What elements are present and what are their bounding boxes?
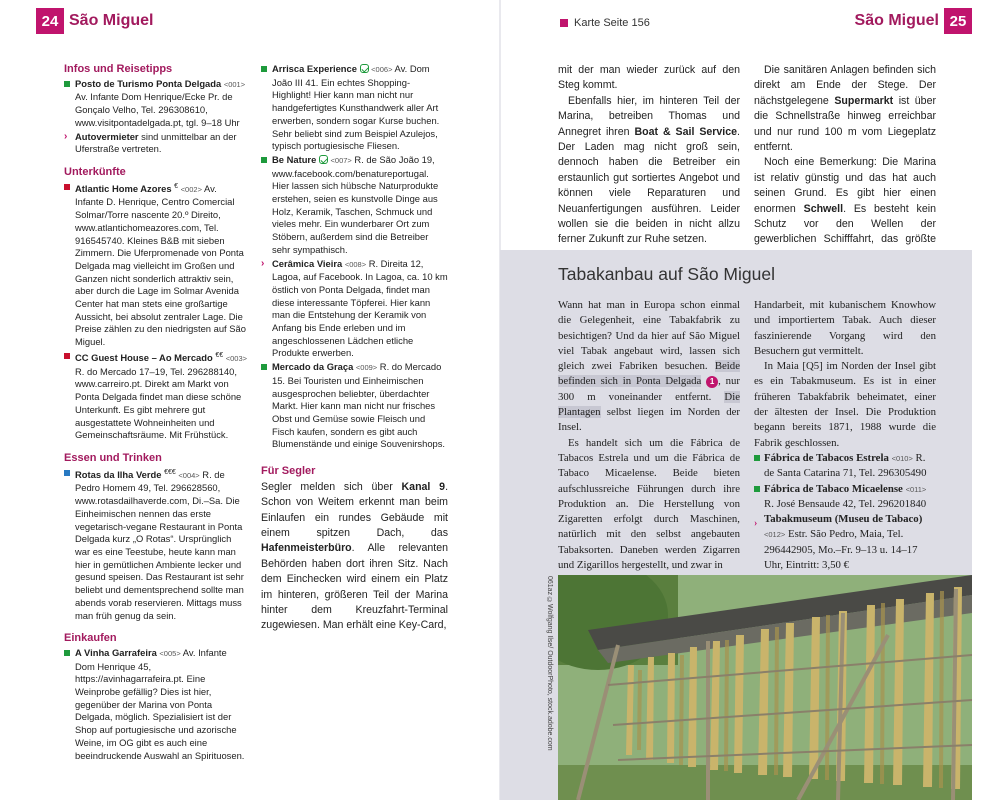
map-square-icon (560, 19, 568, 27)
photo-illustration (558, 575, 972, 800)
entry-lodging (64, 350, 247, 442)
location-circle-icon: 1 (706, 376, 718, 388)
entry-text: R. do Mercado 17–19, Tel. 296288140, www.carreiro.pt. Direkt am Markt von Ponta Delgada findet man diese schöne Unterkunft. Es gibt mehrere gut ausgestattete Wohneinheiten und Gemeinschaftsräume. Mit Frühstück. (75, 365, 242, 441)
entry-name: Fábrica de Tabacos Estrela (764, 451, 889, 464)
text-run: . Schon von Weitem erkennt man beim Einlaufen ein rundes Gebäude mit einem spitzen Dach, das (261, 480, 449, 540)
entry-number: <005> (159, 648, 181, 658)
entry-text: R. Direita 12, Lagoa, auf Facebook. In Lagoa, ca. 10 km östlich von Ponta Delgada, findet man diese interessante Töpferei. Hier kann man die Entstehung der Keramik von Anfang bis Ende erleben und im angeschlossenen Lädchen etliche Produkte erwerben. (272, 257, 448, 359)
entry-name: Autovermieter (75, 130, 139, 142)
highlighted-text: Beide befinden sich in Ponta Delgada (558, 360, 740, 388)
entry-name: Posto de Turismo Ponta Delgada (75, 77, 222, 89)
entry-car-rental (64, 131, 247, 156)
bold-term: Boat & Sail Service (634, 125, 738, 138)
right-column-1 (558, 63, 740, 248)
entry-name: Tabakmuseum (Museu de Tabaco) (764, 513, 923, 526)
section-heading-shopping: Einkaufen (64, 632, 117, 645)
green-square-marker-icon (754, 486, 760, 492)
text-run: ist über die Schnellstraße hinweg erreichbar und nur rund 100 m vom Liegeplatz entfernt. (754, 94, 936, 154)
info-box-column-1 (558, 298, 740, 573)
entry-tobacco (754, 512, 936, 573)
page-number-left: 24 (36, 8, 64, 34)
price-marks: € (174, 182, 179, 190)
green-square-marker-icon (261, 66, 267, 72)
entry-name: CC Guest House – Ao Mercado (75, 352, 213, 364)
paragraph: Handarbeit, mit kubanischem Knowhow und importiertem Tabak. Auch dieser faszinierende Vorgang wird den Besuchern gut vermittelt. (754, 299, 936, 357)
entry-number: <010> (891, 453, 913, 463)
text-run: selbst liegen im Norden der Insel. (558, 406, 740, 434)
bold-term: Hafenmeisterbüro (261, 542, 352, 555)
tobacco-drying-shed-photo (558, 575, 972, 800)
text-run: . Der Laden mag nicht groß sein, dennoch haben die Betreiber ein erstaunlich gut sortiertes Angebot und können viele Reparaturen und Neuanfertigungen ausführen. Leider wollen sie die beiden in nicht allzu ferner Zukunft zur Ruhe setzen. (558, 125, 740, 246)
text-run: Noch eine Bemerkung: Die Marina ist relativ günstig und das hat auch seinen Grund. Es gibt hier einen enormen (754, 156, 936, 215)
text-run: . Es besteht kein Schutz vor den Wellen der gewerblichen Schifffahrt, das größte (754, 202, 936, 246)
green-square-marker-icon (261, 157, 267, 163)
section-heading-sailors: Für Segler (261, 465, 316, 478)
section-heading-lodging: Unterkünfte (64, 165, 126, 178)
entry-number: <011> (905, 484, 927, 494)
text-run: , nur 300 m voneinander entfernt. (558, 375, 740, 403)
section-heading-food: Essen und Trinken (64, 451, 162, 464)
entry-shopping (261, 154, 448, 257)
entry-name: Fábrica de Tabaco Micaelense (764, 482, 903, 495)
eco-leaf-icon (319, 155, 328, 164)
entry-text: Av. Infante Dom Henrique/Ecke Pr. de Gonçalo Velho, Tel. 296308610, www.visitpontadelgada.pt, tgl. 9–18 Uhr (75, 91, 240, 128)
green-square-marker-icon (64, 650, 70, 656)
paragraph: In Maia [Q5] im Norden der Insel gibt es ein Tabakmuseum. Es ist in einer früheren Tabakfabrik beheimatet, einer der ältesten der Insel. Die Produktion begann bereits 1871, 1988 wurde die Fabrik geschlossen. (754, 360, 936, 449)
entry-name: Be Nature (272, 153, 317, 165)
green-square-marker-icon (261, 364, 267, 370)
entry-lodging (64, 181, 247, 349)
photo-credit: 061az ©Wolfgang Ilse/ OutdoorPhoto, stock.adobe.com (546, 576, 553, 751)
entry-number: <012> (764, 530, 786, 540)
left-column-2 (261, 63, 448, 634)
entry-text: Av. Infante D. Henrique, Centro Comercial Solmar/Torre nascente 20.º Direito, www.atlantichomeazores.com, Tel. 916545740. Kleines B&B mit sieben Zimmern. Die Uferpromenade von Ponta Delgada mag vielleicht im Großen und Ganzen nicht sonderlich attraktiv sein, aber durch die Lage im Solmar Avenida Center hat man stets eine großartige Aussicht, bei absolut zentraler Lage. Die Preise zählen zu den niedrigsten auf São Miguel. (75, 182, 246, 348)
entry-number: <002> (180, 184, 202, 194)
bold-term: Schwell (803, 202, 844, 215)
entry-name: A Vinha Garrafeira (75, 646, 157, 658)
entry-tobacco (754, 451, 936, 482)
entry-name: Cerâmica Vieira (272, 257, 343, 269)
entry-text: R. de Pedro Homem 49, Tel. 296628560, www.rotasdailhaverde.com, Di.–Sa. Die Einheimischen nennen das erste vegetarisch-vegane Restaurant in Ponta Delgada kurz „O Rotas“. Ursprünglich war es eine Teestube, heute kann man hier in gemütlichen Ambiente lecker und gesund speisen. Das Restaurant ist sehr beliebt und dementsprechend sollte man abends vorab reservieren. Mittags muss man früh genug da sein. (75, 468, 244, 621)
entry-number: <004> (178, 470, 200, 480)
section-heading-info: Infos und Reisetipps (64, 63, 173, 75)
entry-number: <006> (371, 65, 393, 74)
sailors-paragraph (261, 480, 448, 634)
right-page-header (855, 8, 972, 34)
price-marks: €€€ (164, 468, 176, 476)
right-column-2 (754, 63, 936, 263)
arrow-marker-icon: › (754, 518, 758, 530)
right-page (500, 0, 1000, 800)
entry-number: <008> (344, 259, 367, 269)
entry-name: Atlantic Home Azores (75, 182, 172, 194)
entry-shopping (261, 258, 448, 361)
paragraph (558, 298, 740, 436)
paragraph (754, 155, 936, 263)
info-box-column-2 (754, 298, 936, 573)
bold-term: Kanal 9 (401, 480, 446, 493)
arrow-marker-icon: › (261, 257, 265, 269)
running-title-left: São Miguel (69, 12, 154, 29)
entry-text: Estr. São Pedro, Maia, Tel. 296442905, Mo.–Fr. 9–13 u. 14–17 Uhr, Eintritt: 3,50 € (764, 528, 918, 572)
entry-name: Rotas da Ilha Verde (75, 468, 162, 480)
entry-tobacco (754, 482, 936, 513)
map-reference-text: Karte Seite 156 (574, 17, 650, 29)
text-run: Wann hat man in Europa schon einmal die Gelegenheit, eine Tabakfabrik zu besichtigen? Und da hier auf São Miguel viel Tabak angebaut wird, lassen sich gleich zwei Fabriken besuchen. (558, 299, 740, 373)
red-square-marker-icon (64, 353, 70, 359)
text-run: Segler melden sich über (261, 480, 402, 493)
green-square-marker-icon (754, 455, 760, 461)
text-run: . Alle relevanten Behörden haben dort ihren Sitz. Nach dem Einchecken wird einem ein Platz im hinteren, größeren Teil der Marina hinter dem Kreuzfahrt-Terminal zugewiesen. Man erhält eine Key-Card, (261, 542, 448, 632)
entry-number: <001> (223, 79, 246, 89)
paragraph: mit der man wieder zurück auf den Steg kommt. (558, 64, 740, 92)
left-page-header (36, 8, 153, 34)
entry-shopping (261, 361, 448, 451)
green-square-marker-icon (64, 81, 70, 87)
entry-tourist-office (64, 78, 247, 130)
highlighted-text: Die Plantagen (558, 390, 740, 419)
text-run: Die sanitären Anlagen befinden sich direkt am Ende der Stege. Der nächstgelegene (754, 64, 936, 107)
entry-text: Av. Dom João III 41. Ein echtes Shopping-Highlight! Hier kann man nicht nur handgefertigtes Kunsthandwerk aller Art erwerben, sondern sogar Kurse buchen. Sehr beliebt sind zum Beispiel Azulejos, typisch portugiesische Fliesen. (272, 63, 440, 152)
entry-number: <003> (225, 354, 247, 364)
entry-number: <007> (330, 155, 352, 165)
entry-shopping (64, 647, 247, 762)
entry-text: R. José Bensaude 42, Tel. 296201840 (764, 497, 927, 510)
text-run: Ebenfalls hier, im hinteren Teil der Marina, betreiben Thomas und Annegret ihren (558, 94, 740, 138)
info-box-title: Tabakanbau auf São Miguel (558, 264, 775, 284)
arrow-marker-icon: › (64, 130, 68, 142)
red-square-marker-icon (64, 184, 70, 190)
page-number-right: 25 (944, 8, 972, 34)
entry-number: <009> (355, 363, 378, 373)
bold-term: Supermarkt (834, 94, 894, 107)
running-title-right: São Miguel (854, 12, 939, 29)
entry-text: R. de Santa Catarina 71, Tel. 296305490 (764, 451, 927, 480)
entry-text: Av. Infante Dom Henrique 45, https://avinhagarrafeira.pt. Eine Weinprobe gefällig? Dies ist hier, gegenüber der Marina von Ponta Delgada, möglich. Spezialisiert ist der Shop auf portugiesische und azorische Weine, im OG gibt es auch eine beeindruckende Auswahl an Spirituosen. (75, 646, 245, 761)
blue-square-marker-icon (64, 470, 70, 476)
paragraph (754, 63, 936, 155)
map-reference (560, 17, 650, 29)
entry-food (64, 467, 247, 623)
entry-text: sind unmittelbar an der Uferstraße vertreten. (75, 130, 237, 155)
entry-text: R. de São João 19, www.facebook.com/benatureportugal. Hier lassen sich hübsche Naturprodukte erstehen, seien es kunstvolle Dinge aus Holz, Keramik, Taschen, Schmuck und vieles mehr. Ein wunderbarer Ort zum Stöbern, außerdem sind die Betreiber sehr sympathisch. (272, 153, 439, 255)
entry-name: Mercado da Graça (272, 361, 354, 373)
eco-leaf-icon (360, 64, 369, 73)
paragraph (558, 94, 740, 248)
left-column-1 (64, 63, 247, 763)
paragraph: Es handelt sich um die Fábrica de Tabacos Estrela und um die Fábrica de Tabaco Micaelense. Beide bieten aufschlussreiche Führungen durch ihre Produktion an. Die Herstellung von Zigaretten erfolgt durch Maschinen, natürlich mit den selbst angebauten Tabaksorten. Daneben werden Zigarren und Zigarillos hergestellt, und zwar in (558, 436, 740, 572)
entry-shopping (261, 63, 448, 153)
price-marks: €€ (215, 351, 224, 359)
entry-text: R. do Mercado 15. Bei Touristen und Einheimischen ausgesprochen beliebter, überdachter Markt. Hier kann man nicht nur frisches Obst und Gemüse sowie Fleisch und Fisch kaufen, sondern es gibt auch Blumenstände und einige Souvenirshops. (272, 361, 446, 450)
entry-name: Arrisca Experience (272, 63, 357, 74)
